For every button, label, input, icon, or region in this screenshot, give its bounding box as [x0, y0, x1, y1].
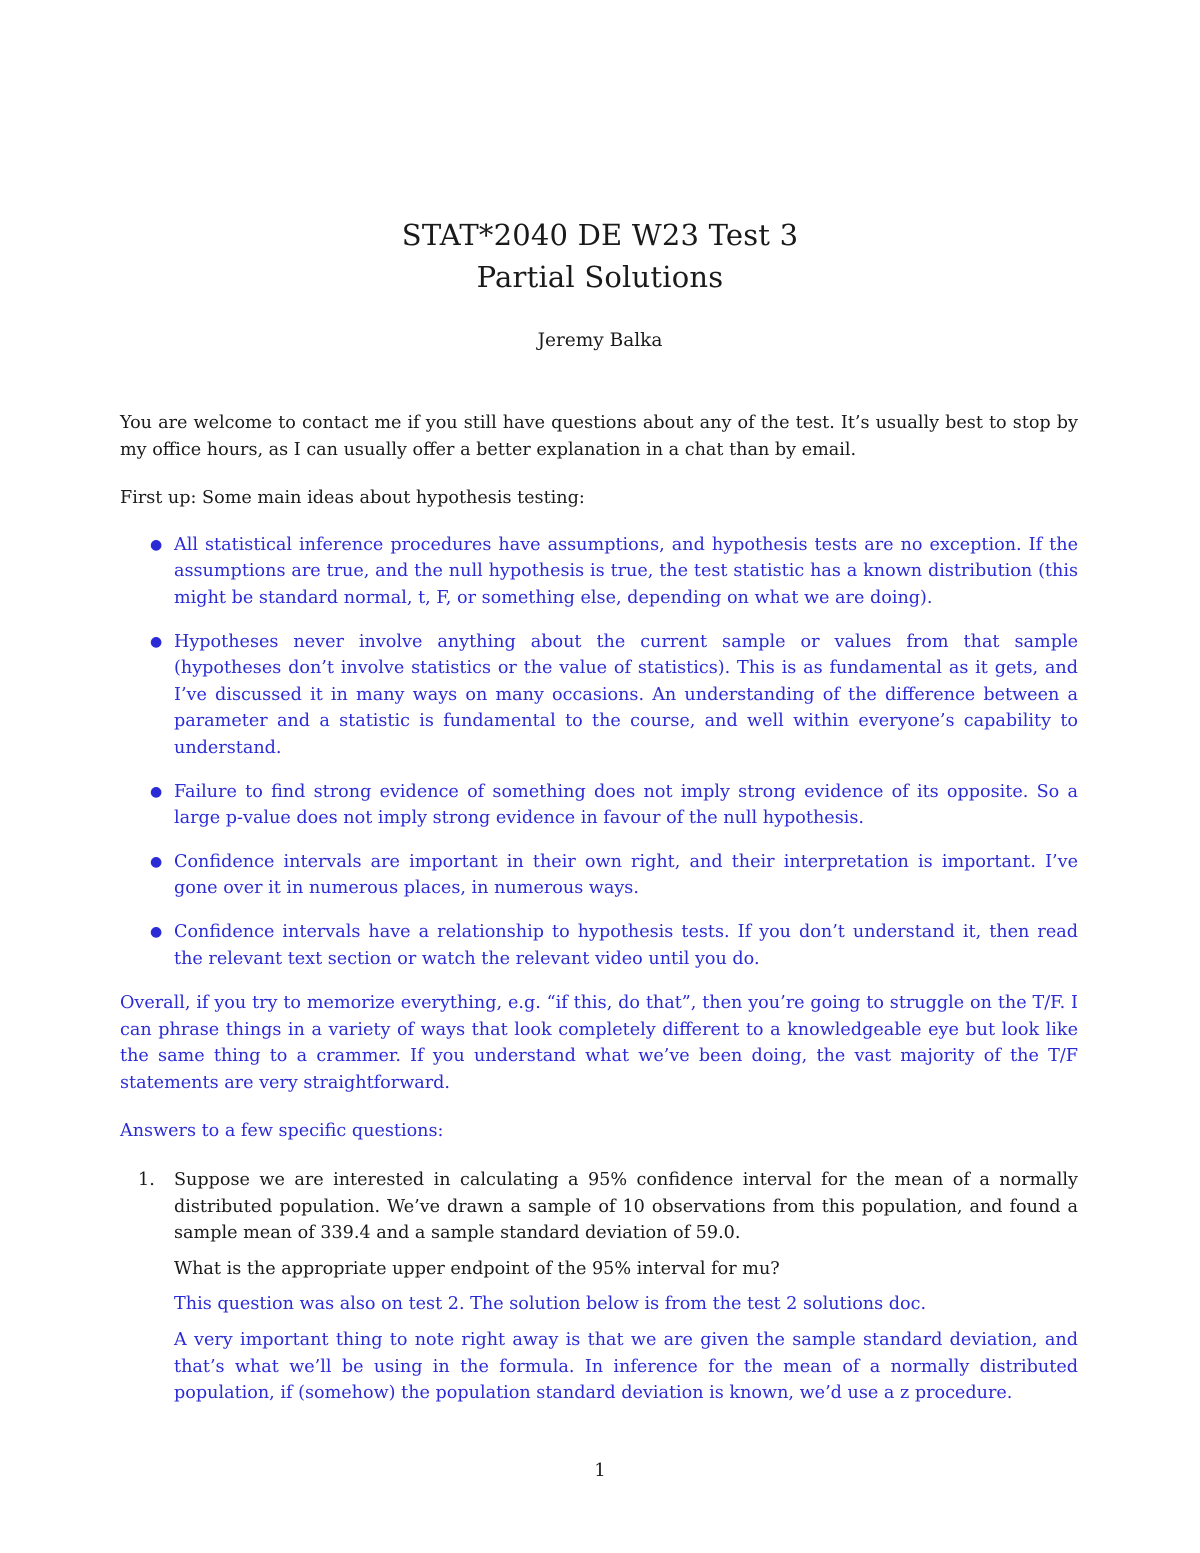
question-item: [120, 1167, 1078, 1407]
ideas-list: [120, 532, 1078, 972]
question-prompt: What is the appropriate upper endpoint of the 95% interval for mu?: [174, 1258, 780, 1279]
answers-heading: Answers to a few specific questions:: [120, 1121, 444, 1142]
bullet-icon: ●: [150, 633, 163, 650]
list-item-text: Confidence intervals have a relationship to hypothesis tests. If you don’t understand it, then read the relevant text section or watch the relevant video until you do.: [174, 921, 1078, 969]
author: Jeremy Balka: [537, 330, 663, 351]
page-subtitle: Partial Solutions: [476, 260, 724, 294]
document-body: [120, 410, 1078, 1416]
list-item-text: Hypotheses never involve anything about the current sample or values from that sample (hypotheses don’t involve statistics or the value of statistics). This is as fundamental as it gets, and I’ve discussed it in many ways on many occasions. An understanding of the difference between a parameter and a statistic is fundamental to the course, and well within everyone’s capability to understand.: [174, 631, 1078, 758]
intro-paragraph: You are welcome to contact me if you still have questions about any of the test. It’s usually best to stop by my office hours, as I can usually offer a better explanation in a chat than by email.: [120, 413, 1078, 460]
list-item-text: Confidence intervals are important in their own right, and their interpretation is important. I’ve gone over it in numerous places, in numerous ways.: [174, 851, 1078, 899]
list-item: [120, 779, 1078, 832]
bullet-icon: ●: [150, 536, 163, 553]
bullet-icon: ●: [150, 783, 163, 800]
list-item-text: Failure to find strong evidence of something does not imply strong evidence of its opposite. So a large p-value does not imply strong evidence in favour of the null hypothesis.: [174, 781, 1078, 829]
list-item: [120, 532, 1078, 612]
page-title: STAT*2040 DE W23 Test 3: [401, 218, 799, 252]
title-block: [0, 214, 1200, 298]
questions-list: [120, 1167, 1078, 1407]
solution-note: This question was also on test 2. The solution below is from the test 2 solutions doc.: [174, 1294, 927, 1315]
list-item-text: All statistical inference procedures have assumptions, and hypothesis tests are no exception. If the assumptions are true, and the null hypothesis is true, the test statistic has a known distribution (this might be standard normal, t, F, or something else, depending on what we are doing).: [174, 534, 1078, 608]
question-text: Suppose we are interested in calculating a 95% confidence interval for the mean of a normally distributed population. We’ve drawn a sample of 10 observations from this population, and found a sample mean of 339.4 and a sample standard deviation of 59.0.: [174, 1170, 1078, 1244]
list-item: [120, 919, 1078, 972]
solution-text: A very important thing to note right away is that we are given the sample standard deviation, and that’s what we’ll be using in the formula. In inference for the mean of a normally distributed population, if (somehow) the population standard deviation is known, we’d use a z procedure.: [174, 1330, 1078, 1404]
question-number: 1.: [138, 1170, 155, 1191]
overall-paragraph: Overall, if you try to memorize everything, e.g. “if this, do that”, then you’re going to struggle on the T/F. I can phrase things in a variety of ways that look completely different to a knowledgeable eye but look like the same thing to a crammer. If you understand what we’ve been doing, the vast majority of the T/F statements are very straightforward.: [120, 993, 1078, 1093]
bullet-icon: ●: [150, 853, 163, 870]
ideas-heading: First up: Some main ideas about hypothesis testing:: [120, 488, 585, 509]
list-item: [120, 629, 1078, 762]
list-item: [120, 849, 1078, 902]
page-number: 1: [594, 1460, 606, 1481]
bullet-icon: ●: [150, 923, 163, 940]
